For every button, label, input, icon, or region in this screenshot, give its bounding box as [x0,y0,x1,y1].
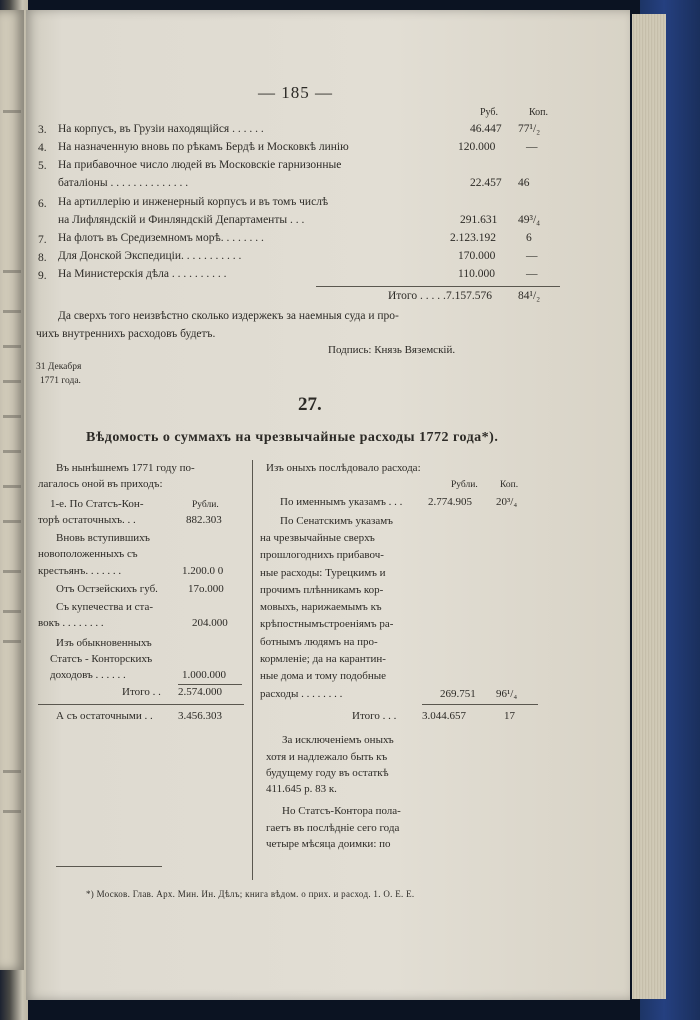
left-item: крестьянъ. . . . . . . [38,565,122,577]
row-number: 3. [38,124,47,136]
right-para: гаетъ въ послѣдніе сего года [266,822,400,834]
previous-page-edge [0,10,24,970]
row-number: 7. [38,234,47,246]
row-label: На назначенную вновь по рѣкамъ Бердѣ и Московкѣ линію [58,141,349,153]
right-item: ные дома и тому подобные [260,670,387,682]
document-title: Вѣдомость о суммахъ на чрезвычайные расходы 1772 года*). [86,430,499,445]
row-label: На прибавочное число людей въ Московскіе гарнизонные [58,159,342,171]
signature: Подпись: Князь Вяземскій. [328,344,456,356]
left-intro: Въ нынѣшнемъ 1771 году по- [56,462,195,474]
row-number: 5. [38,160,47,172]
note-line: чихъ внутреннихъ расходовъ будетъ. [36,328,216,340]
left-value: 1.000.000 [182,669,226,681]
row-rub: 110.000 [458,268,495,280]
left-total-value: 2.574.000 [178,686,222,698]
right-item: расходы . . . . . . . . [260,688,343,700]
right-item: прочимъ плѣнникамъ кор- [260,584,384,596]
left-item: доходовъ . . . . . . [50,669,126,681]
right-item: По именнымъ указамъ . . . [280,496,403,508]
row-kop: — [526,250,538,262]
row-kop: 49³/₄ [518,214,541,226]
row-kop: 77¹/₂ [518,123,541,135]
left-value: 17о.000 [188,583,224,595]
left-total-label: Итого . . [122,686,161,698]
total-kop: 84¹/₂ [518,290,541,302]
right-item: ботнымъ людямъ на про- [260,636,378,648]
row-rub: 120.000 [458,141,496,153]
row-label: На корпусъ, въ Грузіи находящійся . . . . . . [58,123,264,135]
row-label-cont: баталіоны . . . . . . . . . . . . . . [58,177,189,189]
date-line: 1771 года. [40,376,81,386]
note-line: Да сверхъ того неизвѣстно сколько издержекъ за наемныя суда и про- [58,310,399,322]
row-number: 9. [38,270,47,282]
left-item: новоположенныхъ съ [38,548,138,560]
date-line: 31 Декабря [36,362,82,372]
right-item: кормленіе; да на карантин- [260,653,386,665]
row-label: На флотъ въ Средиземномъ морѣ. . . . . . . . [58,232,264,244]
col-kop-header: Коп. [529,107,549,118]
page-block-edge [632,14,666,999]
footnote: *) Москов. Глав. Арх. Мин. Ин. Дѣлъ; книга вѣдом. о прих. и расход. 1. О. Е. Е. [86,889,415,899]
right-kop: 20³/₄ [496,496,518,508]
row-kop: 46 [518,177,530,189]
right-rub: 269.751 [440,688,476,700]
left-item: вокъ . . . . . . . . [38,617,104,629]
left-value: 1.200.0 0 [182,565,224,577]
left-value: 204.000 [192,617,228,629]
total-rub: 7.157.576 [446,290,492,302]
row-kop: 6 [526,232,532,244]
row-label-cont: на Лифляндскій и Финляндскій Департаменты . . . [58,214,305,226]
right-item: на чрезвычайные сверхъ [260,532,375,544]
right-rub: 2.774.905 [428,496,472,508]
row-rub: 291.631 [460,214,498,226]
row-rub: 22.457 [470,177,502,189]
right-intro: Изъ оныхъ послѣдовало расхода: [266,462,421,474]
left-item: Отъ Остзейскихъ губ. [56,583,158,595]
row-number: 6. [38,198,47,210]
row-label: Для Донской Экспедиціи. . . . . . . . . . . [58,250,242,262]
left-item: Вновь вступившихъ [56,532,150,544]
row-number: 4. [38,142,47,154]
right-para: 411.645 р. 83 к. [266,783,337,795]
left-grand-value: 3.456.303 [178,710,222,722]
row-label: На Министерскія дѣла . . . . . . . . . . [58,268,227,280]
right-item: крѣпостнымъстроеніямъ ра- [260,618,394,630]
right-para: четыре мѣсяца доимки: по [266,838,391,850]
right-kop-header: Коп. [500,480,519,490]
left-item: торѣ остаточныхъ. . . [38,514,136,526]
document-number: 27. [298,394,322,415]
right-para: будущему году въ остаткѣ [266,767,389,779]
row-rub: 170.000 [458,250,496,262]
row-label: На артиллерію и инженерный корпусъ и въ томъ числѣ [58,196,329,208]
left-item: Изъ обыкновенныхъ [56,637,152,649]
row-kop: — [526,141,538,153]
right-para: хотя и надлежало быть къ [266,751,388,763]
right-total-label: Итого . . . [352,710,397,722]
right-total-rub: 3.044.657 [422,710,466,722]
row-kop: — [526,268,538,280]
right-total-kop: 17 [504,710,515,722]
right-para: Но Статсъ-Контора пола- [282,805,401,817]
left-value: 882.303 [186,514,222,526]
row-rub: 46.447 [470,123,502,135]
right-item: ные расходы: Турецкимъ и [260,567,386,579]
right-kop: 96¹/₄ [496,688,518,700]
left-rub-header: Рубли. [192,500,219,510]
book-page [26,10,630,1000]
right-item: мовыхъ, нарижаемымъ къ [260,601,382,613]
right-rub-header: Рубли. [451,480,478,490]
col-rub-header: Руб. [480,107,499,118]
left-item: 1-е. По Статсъ-Кон- [50,498,144,510]
right-item: По Сенатскимъ указамъ [280,515,393,527]
right-item: прошлогоднихъ прибавоч- [260,549,384,561]
right-para: За исключеніемъ оныхъ [282,734,394,746]
row-number: 8. [38,252,47,264]
left-grand-label: А съ остаточными . . [56,710,153,722]
page-number: — 185 — [258,83,333,102]
row-rub: 2.123.192 [450,232,496,244]
left-intro: лагалось оной въ приходъ: [38,478,163,490]
left-item: Съ купечества и ста- [56,601,154,613]
total-label: Итого . . . . . [388,290,446,302]
left-item: Статсъ - Конторскихъ [50,653,153,665]
